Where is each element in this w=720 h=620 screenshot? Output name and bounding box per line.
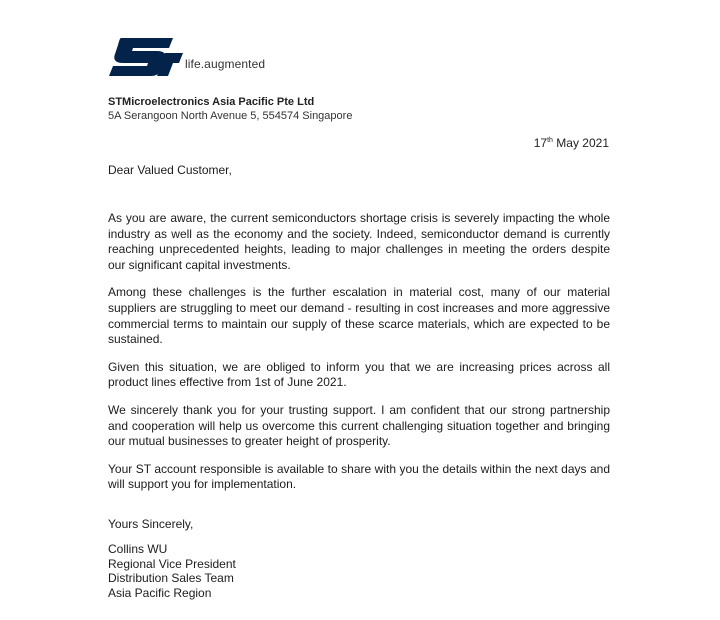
date-rest: May 2021 — [552, 136, 609, 150]
salutation: Dear Valued Customer, — [108, 163, 232, 177]
signatory-region: Asia Pacific Region — [108, 585, 212, 600]
tagline: life.augmented — [185, 57, 266, 71]
letter-body — [108, 211, 610, 505]
body-paragraph: Among these challenges is the further escalation in material cost, many of our material suppliers are struggling to meet our demand - resulting in cost increases and more aggressive commercial terms to maintain our supply of these scarce materials, which are expected to be sustained. — [108, 285, 610, 347]
body-paragraph: Given this situation, we are obliged to inform you that we are increasing prices across all product lines effective from 1st of June 2021. — [108, 359, 610, 390]
date-suffix: th — [547, 137, 553, 144]
signatory-name: Collins WU — [108, 542, 168, 556]
company-block — [108, 95, 352, 123]
st-logo-icon — [107, 36, 185, 76]
date-day: 17 — [533, 136, 548, 150]
company-address: 5A Serangoon North Avenue 5, 554574 Singapore — [108, 110, 353, 122]
closing: Yours Sincerely, — [108, 517, 194, 531]
body-paragraph: As you are aware, the current semiconductors shortage crisis is severely impacting the whole industry as well as the economy and the society. Indeed, semiconductor demand is currently reaching unprecedented heights, leading to major challenges in meeting the orders despite our significant capital investments. — [108, 211, 610, 272]
letter-date — [534, 136, 609, 150]
company-name: STMicroelectronics Asia Pacific Pte Ltd — [108, 96, 315, 108]
body-paragraph: Your ST account responsible is available to share with you the details within the next days and will support you for implementation. — [108, 461, 610, 492]
body-paragraph: We sincerely thank you for your trusting support. I am confident that our strong partnership and cooperation will help us overcome this current challenging situation together and bringing our mutual businesses to greater height of prosperity. — [108, 402, 610, 449]
signatory-title: Regional Vice President — [108, 556, 236, 571]
signatory-team: Distribution Sales Team — [108, 571, 234, 585]
signature-block — [108, 542, 236, 600]
